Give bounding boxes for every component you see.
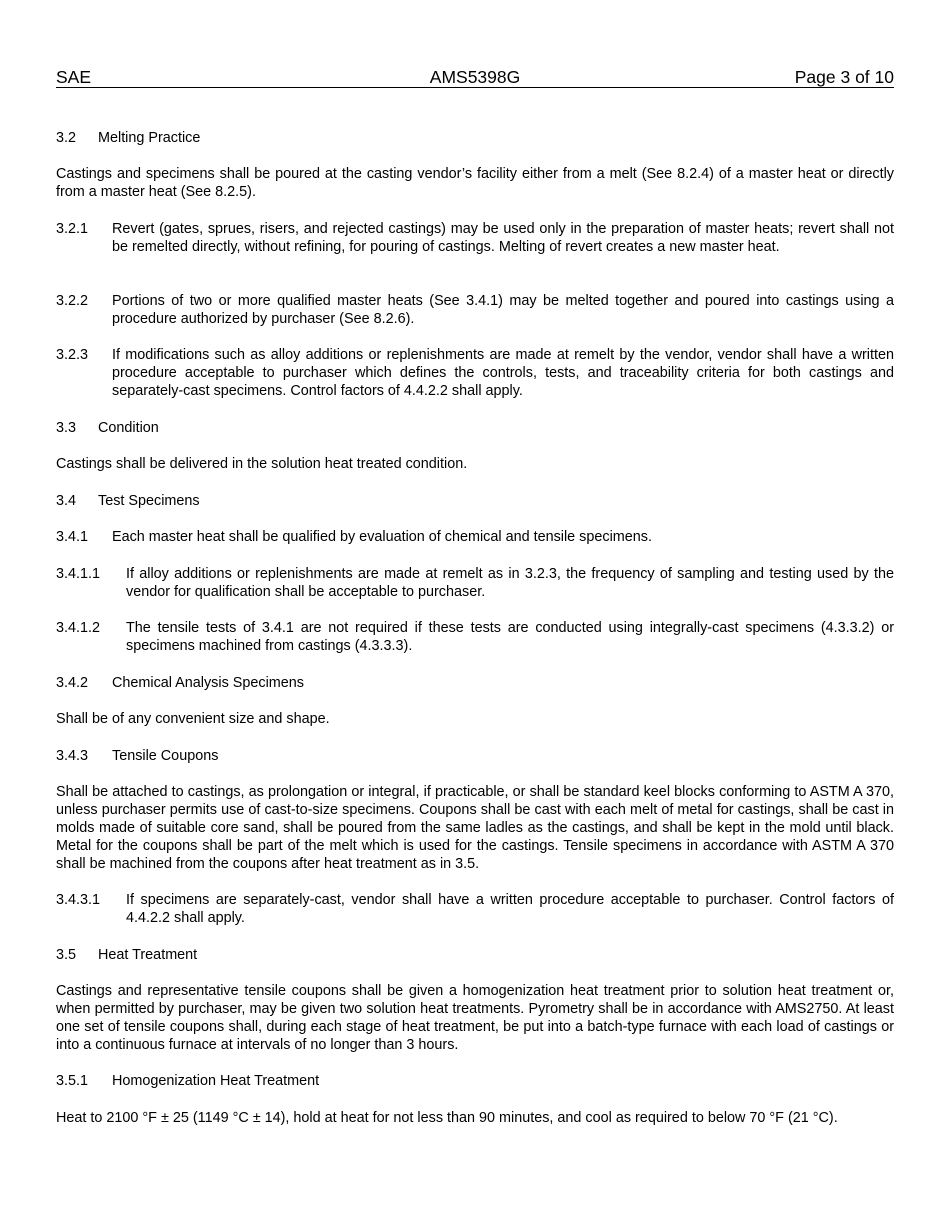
section-title: Heat Treatment <box>98 947 198 963</box>
header-page-number: Page 3 of 10 <box>794 67 894 87</box>
clause-3-4-3-1 <box>56 891 894 927</box>
clause-3-2-2 <box>56 292 894 328</box>
clause-number: 3.4.1 <box>56 529 89 545</box>
section-number: 3.4 <box>56 493 77 509</box>
section-number: 3.3 <box>56 420 77 436</box>
clause-text: The tensile tests of 3.4.1 are not required if these tests are conducted using integrally-cast specimens (4.3.3.2) or specimens machined from castings (4.3.3.3). <box>126 620 894 654</box>
header-org: SAE <box>56 67 92 87</box>
section-heading-3-4-2 <box>56 674 894 692</box>
paragraph-3-5: Castings and representative tensile coupons shall be given a homogenization heat treatment prior to solution heat treatment or, when permitted by purchaser, may be given two solution heat treatments. Pyrometry shall be in accordance with AMS2750. At least one set of tensile coupons shall, during each stage of heat treatment, be put into a batch-type furnace with each load of castings or into a continuous furnace at intervals of no longer than 3 hours. <box>56 983 894 1053</box>
section-heading-3-3 <box>56 419 894 437</box>
page-header <box>56 67 894 88</box>
clause-3-4-1-1 <box>56 565 894 601</box>
section-heading-3-5-1 <box>56 1072 894 1090</box>
clause-3-4-1 <box>56 528 894 546</box>
paragraph-3-5-1: Heat to 2100 °F ± 25 (1149 °C ± 14), hold at heat for not less than 90 minutes, and cool as required to below 70 °F (21 °C). <box>56 1110 838 1126</box>
section-title: Test Specimens <box>98 493 200 509</box>
section-number: 3.5 <box>56 947 77 963</box>
clause-number: 3.2.1 <box>56 221 89 237</box>
section-title: Chemical Analysis Specimens <box>112 675 304 691</box>
header-doc-number: AMS5398G <box>429 67 521 87</box>
section-number: 3.4.3 <box>56 748 89 764</box>
clause-text: If modifications such as alloy additions or replenishments are made at remelt by the vendor, vendor shall have a written procedure acceptable to purchaser which defines the controls, tests, and traceability criteria for both castings and separately-cast specimens. Control factors of 4.4.2.2 shall apply. <box>112 347 894 399</box>
paragraph-3-2: Castings and specimens shall be poured at the casting vendor’s facility either from a melt (See 8.2.4) of a master heat or directly from a master heat (See 8.2.5). <box>56 166 894 200</box>
clause-number: 3.2.3 <box>56 347 89 363</box>
section-title: Melting Practice <box>98 130 201 146</box>
section-title: Condition <box>98 420 159 436</box>
clause-number: 3.4.1.1 <box>56 566 101 582</box>
clause-text: If alloy additions or replenishments are made at remelt as in 3.2.3, the frequency of sampling and testing used by the vendor for qualification shall be acceptable to purchaser. <box>126 566 894 600</box>
clause-number: 3.4.3.1 <box>56 892 101 908</box>
section-number: 3.4.2 <box>56 675 89 691</box>
paragraph-3-4-3: Shall be attached to castings, as prolongation or integral, if practicable, or shall be standard keel blocks conforming to ASTM A 370, unless purchaser permits use of cast-to-size specimens. Coupons shall be cast with each melt of metal for castings, shall be cast in molds made of suitable core sand, shall be poured from the same ladles as the castings, and shall be kept in the mold until black. Metal for the coupons shall be part of the melt which is used for the castings. Tensile specimens in accordance with ASTM A 370 shall be machined from the coupons after heat treatment as in 3.5. <box>56 784 894 872</box>
section-heading-3-5 <box>56 946 894 964</box>
paragraph-3-3: Castings shall be delivered in the solution heat treated condition. <box>56 456 468 472</box>
section-title: Tensile Coupons <box>112 748 219 764</box>
clause-number: 3.2.2 <box>56 293 89 309</box>
section-number: 3.5.1 <box>56 1073 89 1089</box>
clause-3-4-1-2 <box>56 619 894 655</box>
section-number: 3.2 <box>56 130 77 146</box>
section-title: Homogenization Heat Treatment <box>112 1073 320 1089</box>
clause-3-2-3 <box>56 346 894 400</box>
section-heading-3-4 <box>56 492 894 510</box>
clause-text: Revert (gates, sprues, risers, and rejected castings) may be used only in the preparation of master heats; revert shall not be remelted directly, without refining, for pouring of castings. Melting of revert creates a new master heat. <box>112 221 894 255</box>
section-heading-3-4-3 <box>56 747 894 765</box>
clause-number: 3.4.1.2 <box>56 620 101 636</box>
section-heading-3-2 <box>56 129 894 147</box>
clause-text: Portions of two or more qualified master heats (See 3.4.1) may be melted together and poured into castings using a procedure authorized by purchaser (See 8.2.6). <box>112 293 894 327</box>
clause-text: Each master heat shall be qualified by evaluation of chemical and tensile specimens. <box>112 529 652 545</box>
paragraph-3-4-2: Shall be of any convenient size and shape. <box>56 711 330 727</box>
clause-3-2-1 <box>56 220 894 256</box>
clause-text: If specimens are separately-cast, vendor shall have a written procedure acceptable to purchaser. Control factors of 4.4.2.2 shall apply. <box>126 892 894 926</box>
